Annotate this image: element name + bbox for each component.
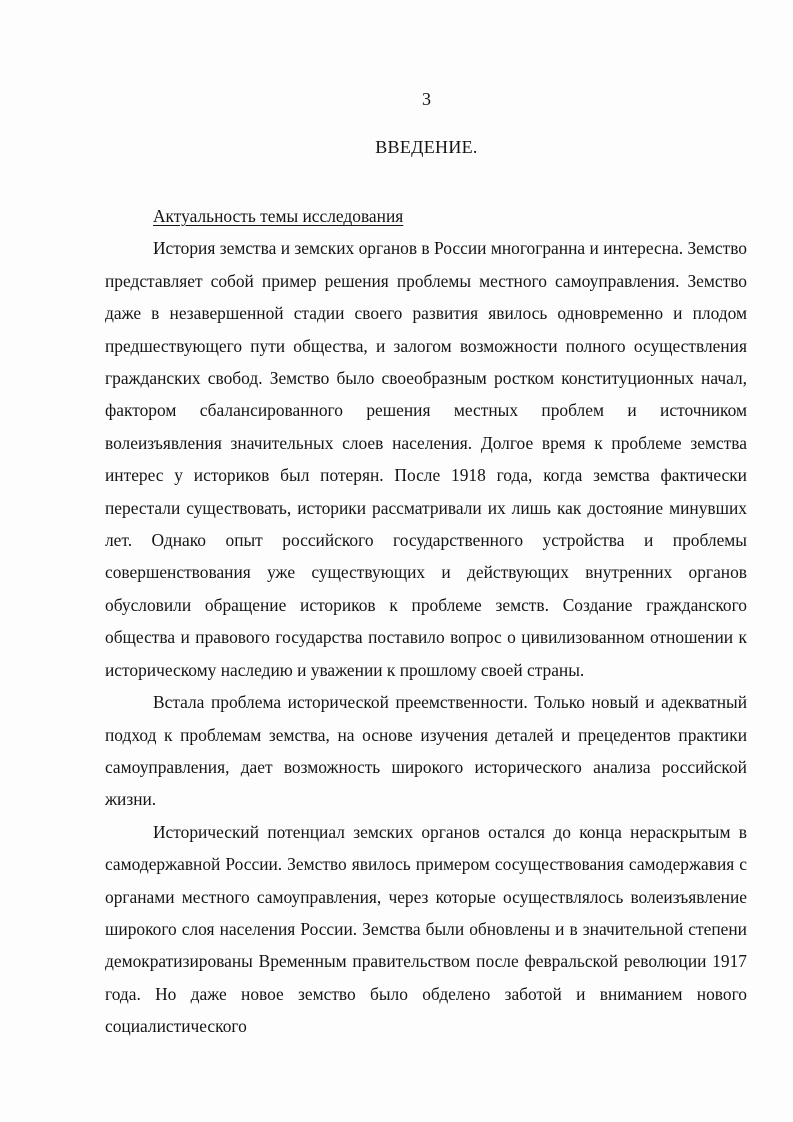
paragraph-1: История земства и земских органов в России многогранна и интересна. Земство представляет собой пример решения проблемы местного самоуправления. Земство даже в незавершенной стадии своего развития явилось одновременно и плодом предшествующего пути общества, и залогом возможности полного осуществления гражданских свобод. Земство было своеобразным ростком конституционных начал, фактором сбалансированного решения местных проблем и источником волеизъявления значительных слоев населения. Долгое время к проблеме земства интерес у историков был потерян. После 1918 года, когда земства фактически перестали существовать, историки рассматривали их лишь как достояние минувших лет. Однако опыт российского государственного устройства и проблемы совершенствования уже существующих и действующих внутренних органов обусловили обращение историков к проблеме земств. Создание гражданского общества и правового государства поставило вопрос о цивилизованном отношении к историческому наследию и уважении к прошлому своей страны. — [105, 238, 747, 680]
page-number: 3 — [422, 89, 431, 109]
paragraph-2: Встала проблема исторической преемственности. Только новый и адекватный подход к проблемам земства, на основе изучения деталей и прецедентов практики самоуправления, дает возможность широкого исторического анализа российской жизни. — [105, 692, 747, 810]
page-title: ВВЕДЕНИЕ. — [375, 137, 478, 157]
paragraph-3: Исторический потенциал земских органов остался до конца нераскрытым в самодержавной России. Земство явилось примером сосуществования самодержавия с органами местного самоуправления, через которые осуществлялось волеизъявление широкого слоя населения России. Земства были обновлены и в значительной степени демократизированы Временным правительством после февральской революции 1917 года. Но даже новое земство было обделено заботой и вниманием нового социалистического — [105, 821, 747, 1037]
section-subheading: Актуальность темы исследования — [153, 206, 404, 226]
document-body — [105, 200, 747, 1043]
